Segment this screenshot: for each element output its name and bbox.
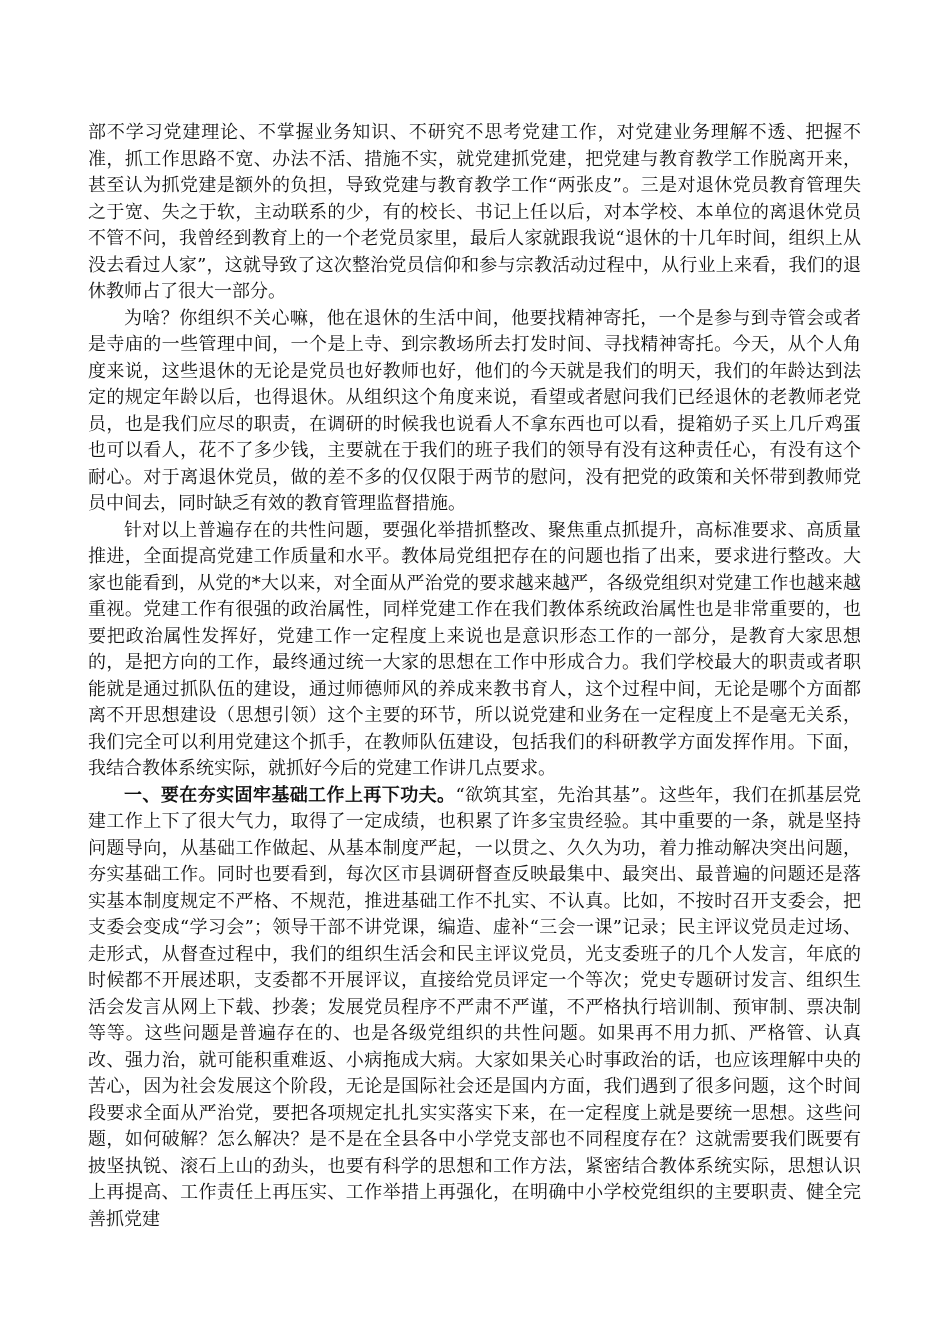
paragraph-4-body: “欲筑其室，先治其基”。这些年，我们在抓基层党建工作上下了很大气力，取得了一定成绩，也积累了许多宝贵经验。其中重要的一条，就是坚持问题导向，从基础工作做起、从基本制度严起，一以贯之、久久为功，着力推动解决突出问题，夯实基础工作。同时也要看到，每次区市县调研督查反映最集中、最突出、最普遍的问题还是落实基本制度规定不严格、不规范，推进基础工作不扎实、不认真。比如，不按时召开支委会，把支委会变成“学习会”；领导干部不讲党课，编造、虚补“三会一课”记录；民主评议党员走过场、走形式，从督查过程中，我们的组织生活会和民主评议党员，光支委班子的几个人发言，年底的时候都不开展述职，支委都不开展评议，直接给党员评定一个等次；党史专题研讨发言、组织生活会发言从网上下载、抄袭；发展党员程序不严肃不严谨，不严格执行培训制、预审制、票决制等等。这些问题是普遍存在的、也是各级党组织的共性问题。如果再不用力抓、严格管、认真改、强力治，就可能积重难返、小病拖成大病。大家如果关心时事政治的话，也应该理解中央的苦心，因为社会发展这个阶段，无论是国际社会还是国内方面，我们遇到了很多问题，这个时间段要求全面从严治党，要把各项规定扎扎实实落实下来，在一定程度上就是要统一思想。这些问题，如何破解？怎么解决？是不是在全县各中小学党支部也不同程度存在？这就需要我们既要有披坚执锐、滚石上山的劲头，也要有科学的思想和工作方法，紧密结合教体系统实际，思想认识上再提高、工作责任上再压实、工作举措上再强化，在明确中小学校党组织的主要职责、健全完善抓党建 (88, 784, 861, 1230)
paragraph-1: 部不学习党建理论、不掌握业务知识、不研究不思考党建工作，对党建业务理解不透、把握不准，抓工作思路不宽、办法不活、措施不实，就党建抓党建，把党建与教育教学工作脱离开来，甚至认为抓党建是额外的负担，导致党建与教育教学工作“两张皮”。三是对退休党员教育管理失之于宽、失之于软，主动联系的少，有的校长、书记上任以后，对本学校、本单位的离退休党员不管不问，我曾经到教育上的一个老党员家里，最后人家就跟我说“退休的十几年时间，组织上从没去看过人家”，这就导致了这次整治党员信仰和参与宗教活动过程中，从行业上来看，我们的退休教师占了很大一部分。 (88, 122, 861, 302)
paragraph-2: 为啥？你组织不关心嘛，他在退休的生活中间，他要找精神寄托，一个是参与到寺管会或者是寺庙的一些管理中间，一个是上寺、到宗教场所去打发时间、寻找精神寄托。今天，从个人角度来说，这些退休的无论是党员也好教师也好，他们的今天就是我们的明天，我们的年龄达到法定的规定年龄以后，也得退休。从组织这个角度来说，看望或者慰问我们已经退休的老教师老党员，也是我们应尽的职责，在调研的时候我也说看人不拿东西也可以看，提箱奶子买上几斤鸡蛋也可以看人，花不了多少钱，主要就在于我们的班子我们的领导有没有这种责任心，有没有这个耐心。对于离退休党员，做的差不多的仅仅限于两节的慰问，没有把党的政策和关怀带到教师党员中间去，同时缺乏有效的教育管理监督措施。 (88, 307, 861, 514)
section-heading: 一、要在夯实固牢基础工作上再下功夫。 (124, 784, 456, 806)
paragraph-3: 针对以上普遍存在的共性问题，要强化举措抓整改、聚焦重点抓提升，高标准要求、高质量推进，全面提高党建工作质量和水平。教体局党组把存在的问题也指了出来，要求进行整改。大家也能看到，从党的*大以来，对全面从严治党的要求越来越严，各级党组织对党建工作也越来越重视。党建工作有很强的政治属性，同样党建工作在我们教体系统政治属性也是非常重要的，也要把政治属性发挥好，党建工作一定程度上来说也是意识形态工作的一部分，是教育大家思想的，是把方向的工作，最终通过统一大家的思想在工作中形成合力。我们学校最大的职责或者职能就是通过抓队伍的建设，通过师德师风的养成来教书育人，这个过程中间，无论是哪个方面都离不开思想建设（思想引领）这个主要的环节，所以说党建和业务在一定程度上不是毫无关系，我们完全可以利用党建这个抓手，在教师队伍建设，包括我们的科研教学方面发挥作用。下面，我结合教体系统实际，就抓好今后的党建工作讲几点要求。 (88, 519, 861, 779)
paragraph-4 (88, 783, 861, 1234)
document-page (88, 120, 861, 1233)
